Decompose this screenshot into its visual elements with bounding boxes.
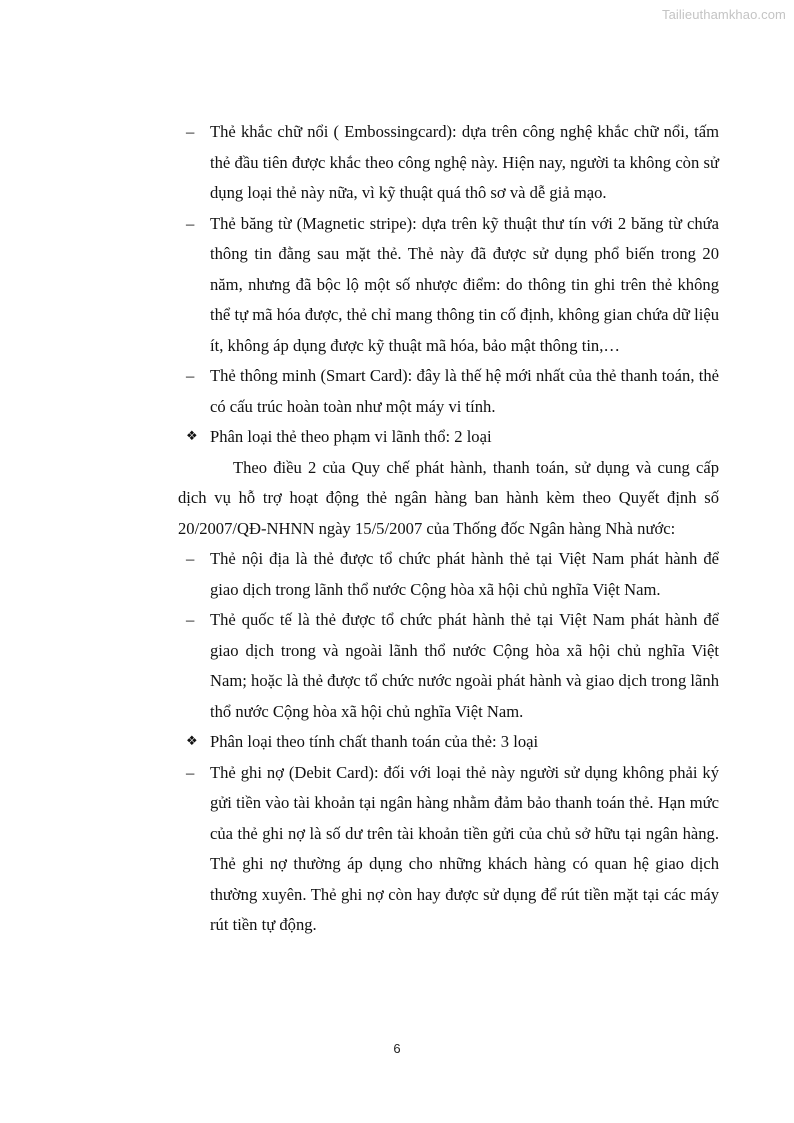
dash-bullet: –	[186, 213, 195, 233]
list-item-text: Thẻ khắc chữ nổi ( Embossingcard): dựa trên công nghệ khắc chữ nổi, tấm thẻ đầu tiên được khắc theo công nghệ này. Hiện nay, người ta không còn sử dụng loại thẻ này nữa, vì kỹ thuật quá thô sơ và dễ giả mạo.	[210, 122, 719, 202]
dash-bullet: –	[186, 549, 195, 568]
diamond-bullet-icon: ❖	[186, 429, 198, 444]
list-item-text: Thẻ băng từ (Magnetic stripe): dựa trên kỹ thuật thư tín với 2 băng từ chứa thông tin đằng sau mặt thẻ. Thẻ này đã được sử dụng phổ biến trong 20 năm, nhưng đã bộc lộ một số nhược điểm: do thông tin ghi trên thẻ không thể tự mã hóa được, thẻ chỉ mang thông tin cố định, không gian chứa dữ liệu ít, không áp dụng được kỹ thuật mã hóa, bảo mật thông tin,…	[210, 213, 719, 355]
watermark: Tailieuthamkhao.com	[661, 7, 786, 22]
list-item-debit-card	[178, 758, 719, 941]
dash-bullet: –	[186, 610, 195, 629]
document-body	[178, 117, 719, 941]
list-item-international-card	[178, 605, 719, 727]
heading-text: Phân loại theo tính chất thanh toán của thẻ: 3 loại	[210, 732, 539, 751]
list-item-text: Thẻ ghi nợ (Debit Card): đối với loại thẻ này người sử dụng không phải ký gửi tiền vào tài khoản tại ngân hàng nhằm đảm bảo thanh toán thẻ. Hạn mức của thẻ ghi nợ là số dư trên tài khoản tiền gửi của chủ sở hữu tại ngân hàng. Thẻ ghi nợ thường áp dụng cho những khách hàng có quan hệ giao dịch thường xuyên. Thẻ ghi nợ còn hay được sử dụng để rút tiền mặt tại các máy rút tiền tự động.	[210, 762, 719, 934]
dash-bullet: –	[186, 762, 195, 782]
heading-text: Phân loại thẻ theo phạm vi lãnh thổ: 2 loại	[210, 427, 492, 446]
paragraph-regulation: Theo điều 2 của Quy chế phát hành, thanh toán, sử dụng và cung cấp dịch vụ hỗ trợ hoạt động thẻ ngân hàng ban hành kèm theo Quyết định số 20/2007/QĐ-NHNN ngày 15/5/2007 của Thống đốc Ngân hàng Nhà nước:	[178, 457, 719, 538]
heading-payment-classification	[178, 727, 719, 758]
list-item-text: Thẻ nội địa là thẻ được tổ chức phát hành thẻ tại Việt Nam phát hành để giao dịch trong lãnh thổ nước Cộng hòa xã hội chủ nghĩa Việt Nam.	[210, 549, 719, 599]
list-item-domestic-card	[178, 544, 719, 605]
list-item-text: Thẻ quốc tế là thẻ được tổ chức phát hành thẻ tại Việt Nam phát hành để giao dịch trong và ngoài lãnh thổ nước Cộng hòa xã hội chủ nghĩa Việt Nam; hoặc là thẻ được tổ chức nước ngoài phát hành và giao dịch trong lãnh thổ nước Cộng hòa xã hội chủ nghĩa Việt Nam.	[210, 610, 719, 721]
heading-territory-classification	[178, 422, 719, 453]
page-number: 6	[393, 1041, 401, 1056]
list-item-embossing-card	[178, 117, 719, 209]
list-item-magnetic-stripe	[178, 209, 719, 362]
list-item-smart-card	[178, 361, 719, 422]
dash-bullet: –	[186, 366, 195, 385]
diamond-bullet-icon: ❖	[186, 734, 198, 749]
list-item-text: Thẻ thông minh (Smart Card): đây là thế hệ mới nhất của thẻ thanh toán, thẻ có cấu trúc hoàn toàn như một máy vi tính.	[210, 366, 719, 416]
dash-bullet: –	[186, 122, 195, 141]
